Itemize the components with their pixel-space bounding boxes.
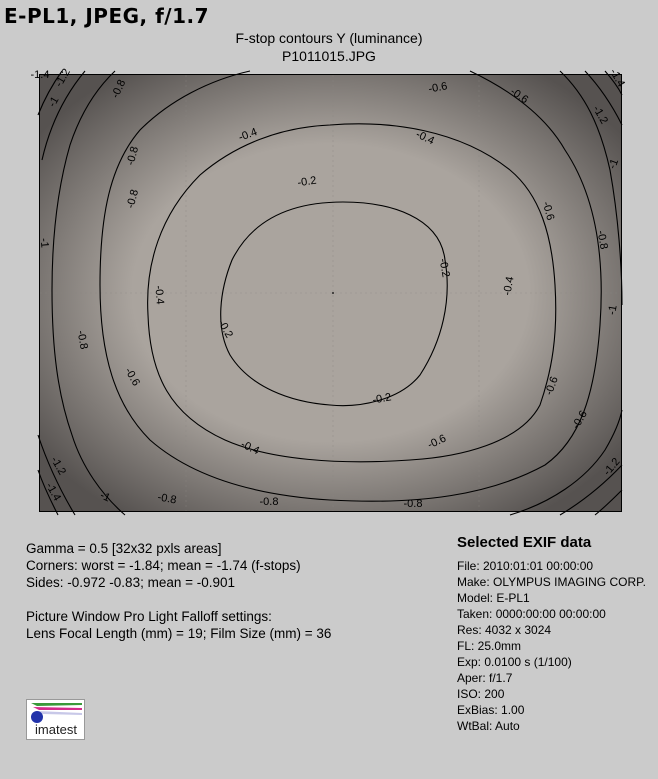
main-title: E-PL1, JPEG, f/1.7 xyxy=(4,4,210,28)
exif-title: Selected EXIF data xyxy=(457,534,592,551)
exif-line: FL: 25.0mm xyxy=(457,639,522,653)
contour-label: -0.2 xyxy=(436,257,452,279)
contour-plot xyxy=(30,66,628,512)
contour-label: -0.4 xyxy=(501,275,517,297)
center-marker xyxy=(332,292,334,294)
contour-label: -1 xyxy=(98,489,113,505)
exif-line: ISO: 200 xyxy=(457,687,505,701)
exif-line: ExBias: 1.00 xyxy=(457,703,525,717)
contour-svg xyxy=(30,66,628,511)
contour-label: -0.8 xyxy=(403,497,423,510)
pwp-title: Picture Window Pro Light Falloff settings: xyxy=(26,609,272,624)
contour-label: -0.8 xyxy=(594,229,610,251)
exif-line: Exp: 0.0100 s (1/100) xyxy=(457,655,572,669)
exif-line: WtBal: Auto xyxy=(457,719,520,733)
contour-label: -0.8 xyxy=(259,495,279,508)
corners-text: Corners: worst = -1.84; mean = -1.74 (f-stops) xyxy=(26,558,301,573)
contour-label: -0.6 xyxy=(543,375,561,397)
exif-line: File: 2010:01:01 00:00:00 xyxy=(457,559,594,573)
contour-label: -1.2 xyxy=(590,103,611,127)
exif-line: Aper: f/1.7 xyxy=(457,671,513,685)
contour-label: -0.8 xyxy=(74,329,90,351)
contour-label: -1 xyxy=(46,94,62,110)
exif-list xyxy=(457,558,658,734)
contour-label: -1.2 xyxy=(48,454,69,478)
exif-line: Make: OLYMPUS IMAGING CORP. xyxy=(457,575,646,589)
contour-label: -0.2 xyxy=(296,174,318,190)
contour-label: -1.2 xyxy=(52,66,73,90)
gamma-text: Gamma = 0.5 [32x32 pxls areas] xyxy=(26,541,222,556)
imatest-logo xyxy=(26,699,85,740)
exif-line: Res: 4032 x 3024 xyxy=(457,623,552,637)
contour-label: -0.4 xyxy=(237,126,259,144)
contour-label: -0.8 xyxy=(109,77,129,101)
contour-label: -0.6 xyxy=(539,200,557,222)
pwp-values: Lens Focal Length (mm) = 19; Film Size (mm) = 36 xyxy=(26,626,332,641)
contour-label: -0.4 xyxy=(238,438,262,458)
plot-title: F-stop contours Y (luminance) xyxy=(235,30,423,46)
contour-label: -1.4 xyxy=(607,66,628,90)
contour-label: -1.4 xyxy=(30,68,50,81)
contour-label: -1.2 xyxy=(601,455,623,479)
contour-label: -0.6 xyxy=(507,85,531,107)
contour-label: -0.8 xyxy=(124,188,142,210)
contour-label: -0.2 xyxy=(215,317,236,341)
contour-label: -0.8 xyxy=(124,145,142,167)
contour-label: -0.6 xyxy=(569,408,590,432)
contour-label: -1 xyxy=(606,157,622,171)
contour-label: -0.6 xyxy=(425,432,449,452)
contour-label: -1 xyxy=(606,304,620,316)
contour-label: -1.4 xyxy=(43,480,64,504)
exif-line: Model: E-PL1 xyxy=(457,591,530,605)
logo-text: imatest xyxy=(35,722,77,737)
sides-text: Sides: -0.972 -0.83; mean = -0.901 xyxy=(26,575,236,590)
contour-label: -1 xyxy=(37,237,51,249)
contour-label: -0.2 xyxy=(371,391,393,407)
contour-label: -0.6 xyxy=(122,365,143,389)
contour-label: -0.8 xyxy=(156,491,178,507)
stats-panel xyxy=(26,540,331,642)
exif-line: Taken: 0000:00:00 00:00:00 xyxy=(457,607,606,621)
contour-label: -0.4 xyxy=(413,128,437,148)
plot-filename: P1011015.JPG xyxy=(282,48,376,64)
contour-label: -0.4 xyxy=(152,285,166,305)
contour-label: -0.6 xyxy=(427,80,449,96)
